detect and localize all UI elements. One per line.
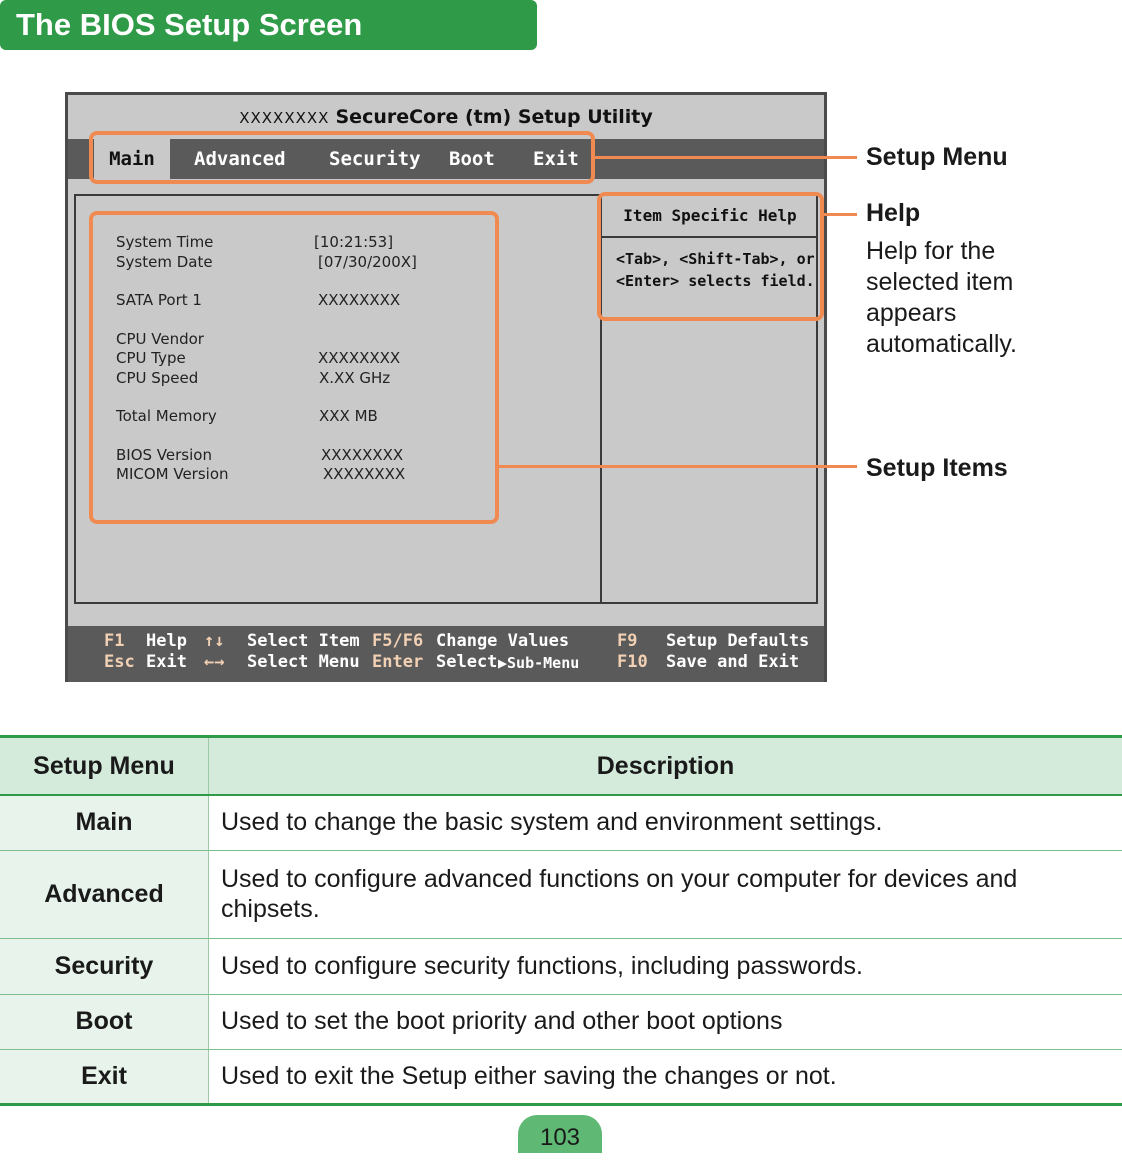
item-value: XXXXXXXX (318, 349, 400, 369)
callout-setup-menu: Setup Menu (866, 143, 1008, 172)
table-row (0, 795, 1122, 850)
menu-cell: Security (0, 938, 209, 994)
key-f5f6-desc: Change Values (436, 631, 569, 652)
callout-setup-items: Setup Items (866, 454, 1008, 483)
key-f9: F9 (617, 631, 637, 652)
item-value: X.XX GHz (319, 369, 390, 389)
item-value: [10:21:53] (314, 233, 393, 253)
menu-cell: Main (0, 795, 209, 850)
description-cell: Used to set the boot priority and other boot options (209, 994, 1122, 1049)
submenu-hint: ▶Sub-Menu (498, 653, 579, 674)
col-header-description: Description (209, 737, 1122, 796)
table-row (0, 994, 1122, 1049)
callout-help-description: Help for the selected item appears automatically. (866, 236, 1041, 360)
key-esc: Esc (104, 652, 135, 673)
item-label: System Time (116, 233, 213, 253)
description-cell: Used to exit the Setup either saving the changes or not. (209, 1049, 1122, 1104)
key-enter: Enter (372, 652, 423, 673)
bios-title-code: XXXXXXXX (239, 109, 329, 127)
col-header-setup-menu: Setup Menu (0, 737, 209, 796)
item-label: SATA Port 1 (116, 291, 202, 311)
callout-help: Help (866, 199, 920, 228)
item-label: CPU Vendor (116, 330, 204, 350)
setup-menu-table (0, 735, 1122, 1106)
key-f9-desc: Setup Defaults (666, 631, 809, 652)
description-cell: Used to configure security functions, including passwords. (209, 938, 1122, 994)
help-line: <Enter> selects field. (616, 270, 816, 292)
key-esc-desc: Exit (146, 652, 187, 673)
page-number: 103 (518, 1115, 602, 1153)
menu-cell: Exit (0, 1049, 209, 1104)
bios-menu-security[interactable]: Security (329, 139, 421, 179)
bios-title-name: SecureCore (tm) Setup Utility (336, 106, 653, 128)
bios-menu-exit[interactable]: Exit (533, 139, 579, 179)
table-row (0, 938, 1122, 994)
bios-menu-boot[interactable]: Boot (449, 139, 495, 179)
key-f5f6: F5/F6 (372, 631, 423, 652)
item-label: Total Memory (116, 407, 217, 427)
setup-items-leader-line (499, 465, 857, 468)
menu-cell: Boot (0, 994, 209, 1049)
help-highlight (597, 192, 824, 321)
description-cell: Used to configure advanced functions on your computer for devices and chipsets. (209, 850, 1122, 938)
key-enter-desc: Select (436, 652, 497, 673)
item-label: System Date (116, 253, 213, 273)
section-title: The BIOS Setup Screen (0, 0, 537, 50)
item-value: [07/30/200X] (318, 253, 417, 273)
table-row (0, 1049, 1122, 1104)
help-leader-line (824, 213, 857, 216)
item-value: XXXXXXXX (318, 291, 400, 311)
bios-menu-advanced[interactable]: Advanced (194, 139, 286, 179)
key-updown-desc: Select Item (247, 631, 360, 652)
bios-footer-keys (68, 626, 824, 682)
key-f1: F1 (104, 631, 124, 652)
key-f10: F10 (617, 652, 648, 673)
setup-items-highlight (89, 211, 499, 524)
table-header-row (0, 737, 1122, 796)
key-f1-desc: Help (146, 631, 187, 652)
item-label: CPU Type (116, 349, 186, 369)
key-leftright-arrows-icon: ←→ (204, 652, 224, 673)
setup-menu-highlight (89, 131, 595, 184)
help-line: <Tab>, <Shift-Tab>, or (616, 248, 816, 270)
item-value: XXX MB (319, 407, 378, 427)
bios-menu-main[interactable]: Main (94, 139, 170, 179)
menu-cell: Advanced (0, 850, 209, 938)
item-label: CPU Speed (116, 369, 198, 389)
help-panel-title: Item Specific Help (604, 206, 816, 225)
item-value: XXXXXXXX (323, 465, 405, 485)
key-updown-arrows-icon: ↑↓ (204, 631, 224, 652)
key-f10-desc: Save and Exit (666, 652, 799, 673)
description-cell: Used to change the basic system and environment settings. (209, 795, 1122, 850)
item-value: XXXXXXXX (321, 446, 403, 466)
item-label: BIOS Version (116, 446, 212, 466)
table-row (0, 850, 1122, 938)
setup-menu-leader-line (595, 156, 857, 159)
key-leftright-desc: Select Menu (247, 652, 360, 673)
item-label: MICOM Version (116, 465, 229, 485)
